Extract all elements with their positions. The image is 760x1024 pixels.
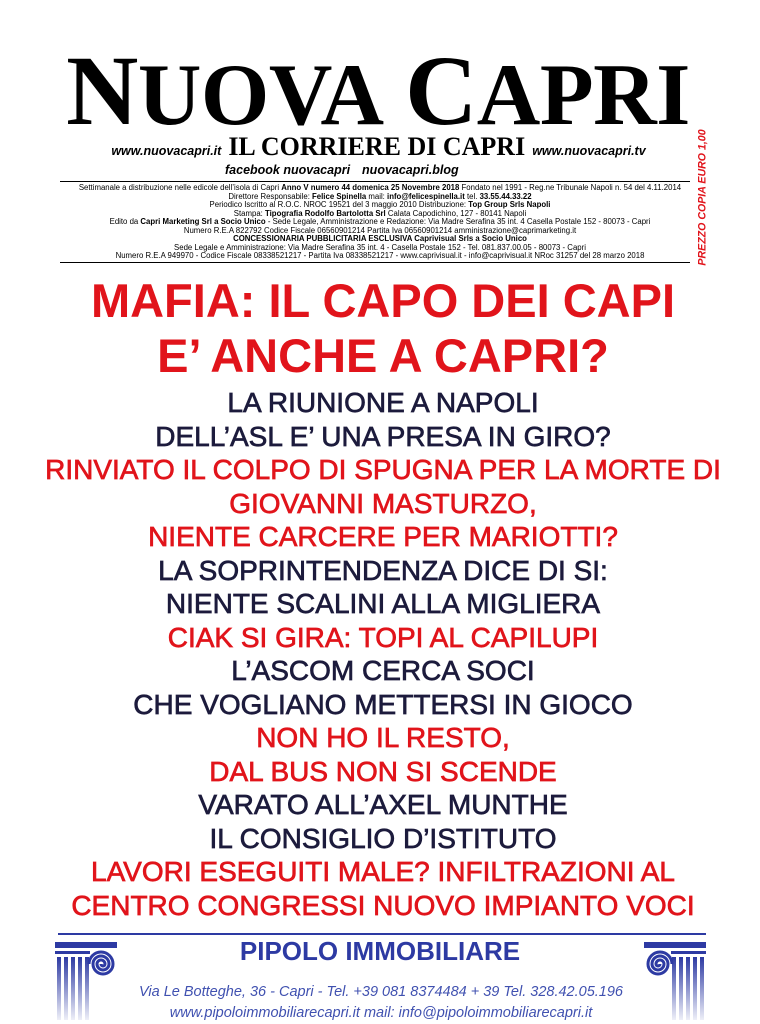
- headline-line: NON HO IL RESTO,: [256, 722, 510, 753]
- imprint-text: Fondato nel 1991 - Reg.ne Tribunale Napoli n. 54 del 4.11.2014: [461, 183, 682, 192]
- headline-list: [6, 386, 760, 922]
- lead-headline: [6, 273, 760, 383]
- advert-rule: [58, 933, 706, 935]
- imprint-text: - Sede Legale, Amministrazione e Redazione: Via Madre Serafina 35 int. 4 Casella Postale 152 - 80073 - Capri: [267, 217, 651, 226]
- lead-headline-line: MAFIA: IL CAPO DEI CAPI: [90, 274, 676, 327]
- story-migliera: [6, 554, 760, 621]
- story-axel-munthe: [6, 788, 760, 855]
- imprint-block: [40, 184, 720, 261]
- masthead-bottom-rule: [60, 262, 690, 263]
- editor-name: Felice Spinella: [312, 191, 367, 201]
- website-tv: www.nuovacapri.tv: [532, 144, 646, 158]
- headline-line: NIENTE CARCERE PER MARIOTTI?: [148, 521, 618, 552]
- story-asl: [6, 386, 760, 453]
- lead-headline-line: E’ ANCHE A CAPRI?: [157, 329, 609, 382]
- issue-info: Anno V numero 44 domenica 25 Novembre 2018: [281, 183, 460, 192]
- masthead-word-nuova: NUOVA: [66, 35, 384, 146]
- imprint-text: Stampa:: [233, 208, 263, 218]
- social-row: [225, 163, 459, 178]
- story-ascom: [6, 654, 760, 721]
- imprint-text: tel.: [467, 191, 478, 201]
- advertiser-name: PIPOLO IMMOBILIARE: [239, 936, 521, 966]
- imprint-line-9: Numero R.E.A 949970 - Codice Fiscale 08338521217 - Partita Iva 08338521217 - www.caprivisual.it - info@caprivisual.it NRoc 31257 del 28 marzo 2018: [115, 251, 645, 260]
- imprint-text: Edito da: [109, 217, 139, 226]
- headline-line: LA RIUNIONE A NAPOLI: [227, 387, 539, 418]
- headline-line: L’ASCOM CERCA SOCI: [231, 655, 535, 686]
- imprint-line-6: Numero R.E.A 822792 Codice Fiscale 06560901214 Partita Iva 06560901214 amministrazione@caprimarketing.it: [183, 225, 577, 235]
- masthead-word-capri: CAPRI: [405, 35, 690, 146]
- headline-line: RINVIATO IL COLPO DI SPUGNA PER LA MORTE DI: [45, 454, 721, 485]
- masthead-top-rule: [60, 181, 690, 182]
- headline-line: DELL’ASL E’ UNA PRESA IN GIRO?: [155, 420, 611, 452]
- headline-line: CIAK SI GIRA: TOPI AL CAPILUPI: [167, 621, 599, 653]
- imprint-text: Settimanale a distribuzione nelle edicole dell’isola di Capri: [78, 183, 280, 192]
- masthead-title: [0, 35, 756, 146]
- story-centro-congressi: [6, 855, 760, 922]
- facebook-handle: facebook nuovacapri: [225, 163, 351, 177]
- masthead-subtitle: IL CORRIERE DI CAPRI: [228, 132, 526, 161]
- editor-email: info@felicespinella.it: [387, 191, 465, 201]
- advertiser-address: Via Le Botteghe, 36 - Capri - Tel. +39 081 8374484 + 39 Tel. 328.42.05.196: [139, 984, 623, 1000]
- price-label: PREZZO COPIA EURO 1,00: [696, 128, 709, 266]
- imprint-text: Calata Capodichino, 127 - 80141 Napoli: [387, 208, 527, 218]
- imprint-text: mail:: [368, 191, 385, 201]
- headline-line: DAL BUS NON SI SCENDE: [209, 755, 557, 787]
- advertising-agency: CONCESSIONARIA PUBBLICITARIA ESCLUSIVA Caprivisual Srls a Socio Unico: [233, 234, 527, 243]
- headline-line: IL CONSIGLIO D’ISTITUTO: [209, 822, 557, 854]
- story-bus: [6, 721, 760, 788]
- publisher: Capri Marketing Srl a Socio Unico: [140, 217, 266, 226]
- headline-line: NIENTE SCALINI ALLA MIGLIERA: [165, 588, 601, 619]
- headline-line: LA SOPRINTENDENZA DICE DI SI:: [158, 554, 608, 586]
- headline-line: CHE VOGLIANO METTERSI IN GIOCO: [133, 688, 633, 720]
- distributor: Top Group Srls Napoli: [468, 200, 551, 209]
- imprint-text: Direttore Responsabile:: [228, 191, 310, 201]
- headline-line: GIOVANNI MASTURZO,: [229, 487, 537, 519]
- website-it: www.nuovacapri.it: [111, 144, 222, 158]
- editor-phone: 33.55.44.33.22: [479, 191, 532, 201]
- masthead-subtitle-row: [0, 134, 757, 160]
- imprint-text: Periodico Iscritto al R.O.C. NROC 19521 del 3 maggio 2010 Distribuzione:: [209, 200, 467, 209]
- story-masturzo: [6, 453, 760, 554]
- headline-line: CENTRO CONGRESSI NUOVO IMPIANTO VOCI: [71, 889, 695, 921]
- headline-line: LAVORI ESEGUITI MALE? INFILTRAZIONI AL: [91, 856, 675, 887]
- story-capilupi: [6, 621, 760, 655]
- blog-address: nuovacapri.blog: [362, 163, 459, 177]
- printer: Tipografia Rodolfo Bartolotta Srl: [265, 208, 386, 218]
- imprint-line-8: Sede Legale e Amministrazione: Via Madre Serafina 35 int. 4 - Casella Postale 152 - Tel. 081.837.00.05 - 80073 - Capri: [174, 242, 586, 252]
- advertiser-web: www.pipoloimmobiliarecapri.it mail: info@pipoloimmobiliarecapri.it: [169, 1005, 593, 1021]
- headline-line: VARATO ALL’AXEL MUNTHE: [198, 789, 568, 820]
